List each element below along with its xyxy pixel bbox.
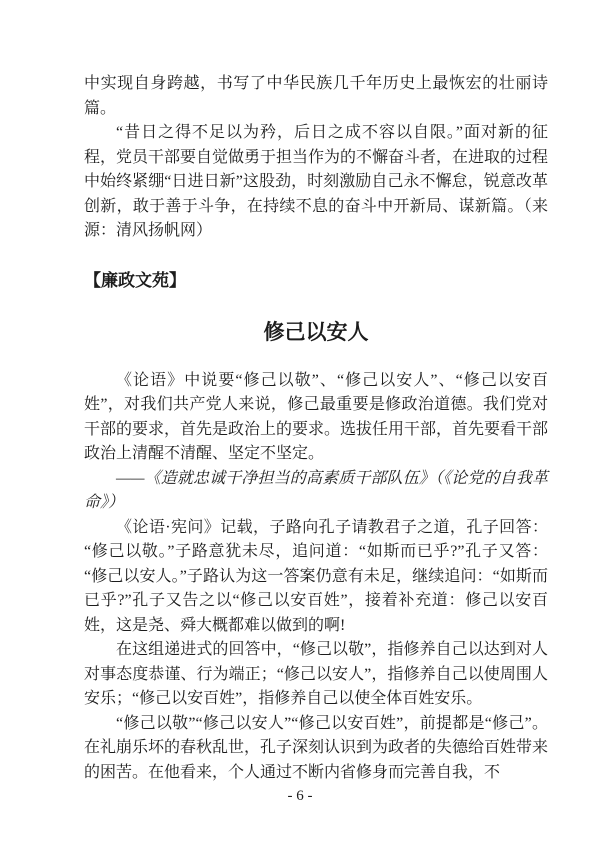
paragraph-new-journey: “昔日之得不足以为矜，后日之成不容以自限。”面对新的征程，党员干部要自觉做勇于担当作为的不懈奋斗者，在进取的过程中始终紧绷“日进日新”这股劲，时刻激励自己永不懈怠，锐意改革创新，敢于善于斗争，在持续不息的奋斗中开新局、谋新篇。（来源：清风扬帆网）: [84, 124, 549, 239]
page-number: - 6 -: [287, 788, 313, 804]
quote-attribution: ——《造就忠诚干净担当的高素质干部队伍》（《论党的自我革命》）: [84, 469, 548, 511]
article-title: 修己以安人: [263, 320, 369, 344]
paragraph-premise: “修己以敬”“修己以安人”“修己以安百姓”，前提都是“修己”。在礼崩乐坏的春秋乱世，孔子深刻认识到为政者的失德给百姓带来的困苦。在他看来，个人通过不断内省修身而完善自我，不: [84, 714, 549, 781]
paragraph-lunyu-xianwen: 《论语·宪问》记载，子路向孔子请教君子之道，孔子回答：“修己以敬。”子路意犹未尽，追问道：“如斯而已乎?”孔子又答：“修己以安人。”子路认为这一答案仍意有未足，继续追问：“如斯而已乎?”孔子又告之以“修己以安百姓”，接着补充道：修己以安百姓，这是尧、舜大概都难以做到的啊!: [84, 518, 548, 634]
section-heading: 【廉政文苑】: [84, 270, 186, 290]
paragraph-progressive-answers: 在这组递进式的回答中，“修己以敬”，指修养自己以达到对人对事态度恭谨、行为端正；“修己以安人”，指修养自己以使周围人安乐；“修己以安百姓”，指修养自己以使全体百姓安乐。: [84, 641, 548, 707]
paragraph-continuation: 中实现自身跨越，书写了中华民族几千年历史上最恢宏的壮丽诗篇。: [84, 75, 548, 117]
paragraph-lunyu-intro: 《论语》中说要“修己以敬”、“修己以安人”、“修己以安百姓”，对我们共产党人来说，修己最重要是修政治道德。我们党对干部的要求，首先是政治上的要求。选拔任用干部，首先要看干部政治上清醒不清醒、坚定不坚定。: [84, 371, 549, 462]
